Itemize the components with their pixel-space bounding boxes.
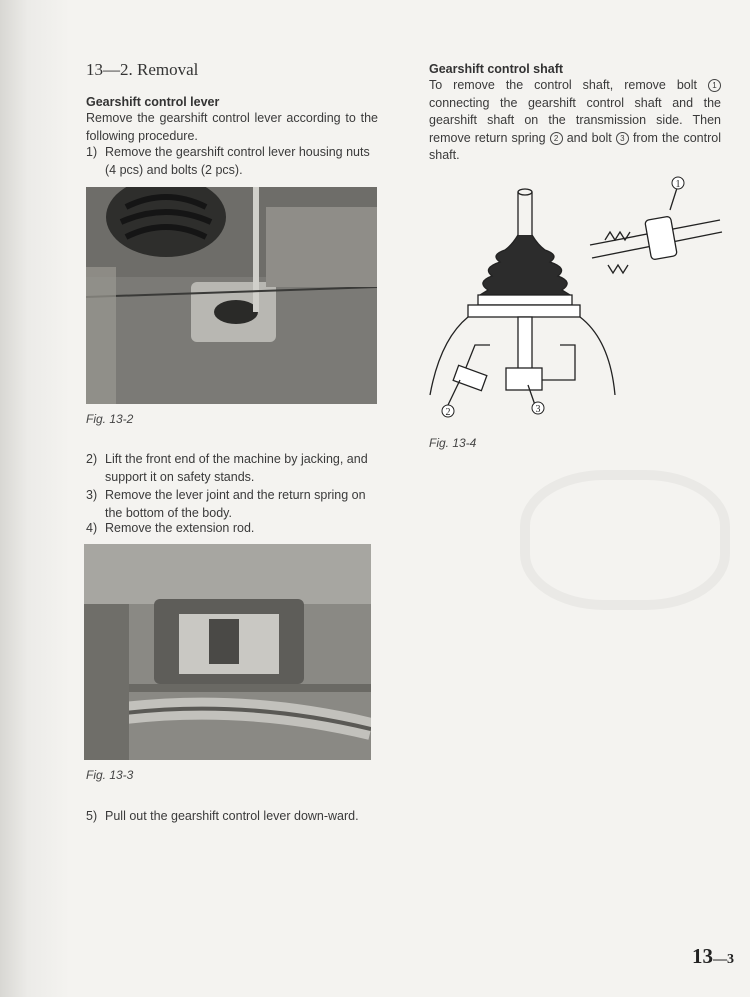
gearshift-housing-photo: [86, 187, 377, 404]
diagram-callout-2: 2: [445, 407, 451, 418]
step-text: Remove the extension rod.: [105, 521, 255, 535]
fig-13-4-caption: Fig. 13-4: [429, 436, 477, 450]
bleed-through: [520, 470, 730, 610]
book-spine-shadow: [0, 0, 70, 997]
para-part-2: connecting the gearshift control shaft and the gearshift shaft on the transmission side. Then remove return spring: [429, 95, 721, 145]
step-4: [86, 520, 378, 538]
para-part-1: To remove the control shaft, remove bolt: [429, 78, 698, 92]
extension-rod-photo: [84, 544, 371, 760]
step-text: Remove the lever joint and the return spring on the bottom of the body.: [105, 488, 366, 520]
step-number: 4): [86, 521, 98, 535]
callout-ref-3: 3: [616, 132, 629, 145]
step-number: 1): [86, 145, 98, 159]
fig-13-3-caption: Fig. 13-3: [86, 768, 134, 782]
diagram-callout-3: 3: [535, 404, 541, 415]
fig-13-2-caption: Fig. 13-2: [86, 412, 134, 426]
fig-13-4-diagram: [420, 170, 730, 430]
callout-ref-2: 2: [550, 132, 563, 145]
section-title: 13—2. Removal: [86, 60, 199, 79]
shaft-paragraph: [429, 77, 721, 165]
para-part-4: from the control shaft.: [429, 130, 721, 162]
page-number-sub: —3: [713, 952, 734, 967]
step-number: 2): [86, 452, 98, 466]
callout-ref-1: 1: [708, 79, 721, 92]
step-text: Pull out the gearshift control lever down-ward.: [105, 809, 359, 823]
step-5: [86, 808, 378, 826]
subheading-control-lever: Gearshift control lever: [86, 95, 220, 109]
para-part-3: and bolt: [566, 130, 612, 145]
intro-paragraph: Remove the gearshift control lever according to the following procedure.: [86, 111, 378, 143]
step-3: [86, 487, 378, 522]
page-number: [692, 944, 734, 969]
step-2: [86, 451, 378, 486]
subheading-control-shaft: Gearshift control shaft: [429, 62, 564, 76]
step-text: Lift the front end of the machine by jacking, and support it on safety stands.: [105, 452, 368, 484]
step-number: 3): [86, 488, 98, 502]
step-text: Remove the gearshift control lever housing nuts (4 pcs) and bolts (2 pcs).: [105, 145, 370, 177]
step-number: 5): [86, 809, 98, 823]
diagram-callout-1: 1: [675, 179, 681, 190]
step-1: [86, 144, 378, 179]
page-number-main: 13: [692, 944, 713, 968]
fig-13-2-photo: [86, 187, 377, 404]
fig-13-3-photo: [84, 544, 371, 760]
